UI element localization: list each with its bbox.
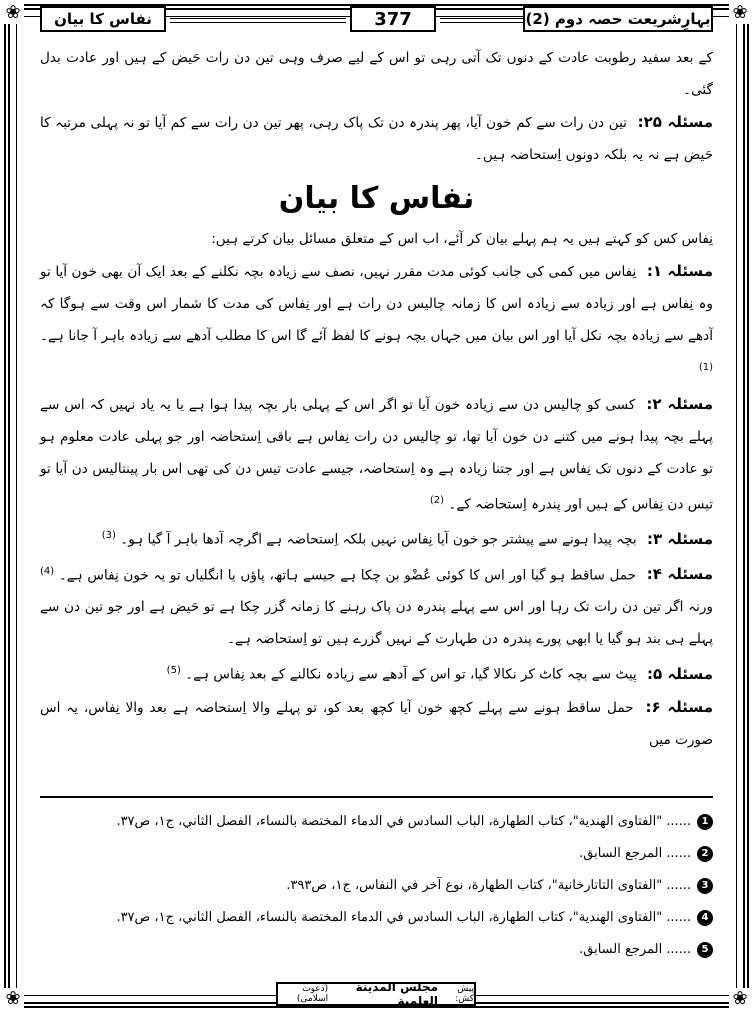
footnote-separator <box>40 796 713 798</box>
footnote-ref[interactable]: (2) <box>429 494 445 506</box>
footnote-ref[interactable]: (4) <box>40 565 55 577</box>
intro-paragraph: کے بعد سفید رطوبت عادت کے دنوں تک آتی رہی تو اس کے لیے صرف وہی تین دن رات حَیض کے ہیں اور عادت بدل گئی۔ <box>40 50 713 98</box>
footnote-number: 3 <box>697 878 713 894</box>
footnote-dots: ...... <box>666 814 691 829</box>
masla-text-continued: ورنہ اگر تین دن رات تک رہا اور اس سے پہلے پندرہ دن پاک رہنے کا زمانہ گزر چکا ہے تو حَیض ہے اور جو تین دن سے پہلے ہی بند ہو گیا یا ابھی پورے پندرہ دن طہارت کے نہیں گزرے ہیں تو اِستحاضہ ہے۔ <box>40 599 713 648</box>
masla-label: مسئلہ ۶: <box>645 697 713 716</box>
corner-ornament-icon: ❀ <box>729 988 751 1010</box>
masla-2 <box>40 388 713 521</box>
corner-ornament-icon: ❀ <box>729 2 751 24</box>
presenter-label: پیش کش: <box>455 984 474 1004</box>
masla-label: مسئلہ ۲۵: <box>637 113 713 131</box>
footnote-dots: ...... <box>666 846 691 861</box>
footnote-item <box>40 870 713 902</box>
page-header <box>22 4 731 34</box>
publisher-name: مجلس المدینة العلمیة <box>355 980 439 1008</box>
footnote-number: 1 <box>697 814 713 830</box>
masla-1 <box>40 255 713 388</box>
masla-text: حمل ساقط ہو گیا اور اس کا کوئی عُضْو بن چکا ہے جیسے ہاتھ، پاؤں یا انگلیاں تو یہ خون نِفاس ہے۔ <box>58 567 637 584</box>
footnote-item <box>40 902 713 934</box>
organization-name: (دعوت اسلامی) <box>296 984 329 1004</box>
publisher-box <box>276 982 476 1006</box>
footnote-item <box>40 838 713 870</box>
masla-text: پیٹ سے بچہ کاٹ کر نکالا گیا، تو اس کے آدھے سے زیادہ نکالنے کے بعد نِفاس ہے۔ <box>185 666 637 683</box>
footnotes <box>40 806 713 966</box>
masla-text: بچہ پیدا ہونے سے پیشتر جو خون آیا نِفاس نہیں بلکہ اِستحاضہ ہے اگرچہ آدھا باہر آ گیا ہو۔ <box>120 531 637 548</box>
section-title: نفاس کا بیان <box>278 181 475 216</box>
footnote-text: المرجع السابق. <box>579 846 663 861</box>
masla-text: حمل ساقط ہونے سے پہلے کچھ خون آیا کچھ بعد کو، تو پہلے والا اِستحاضہ ہے بعد والا نِفاس، یہ اس صورت میں <box>40 699 713 748</box>
book-title: بہارِشریعت حصہ دوم (2) <box>523 6 713 32</box>
footnote-dots: ...... <box>666 910 691 925</box>
footnote-text: المرجع السابق. <box>579 942 663 957</box>
footnote-ref[interactable]: (5) <box>166 665 181 677</box>
footnote-item <box>40 934 713 966</box>
masla-text: تین دن رات سے کم خون آیا، پھر پندرہ دن تک پاک رہی، پھر تین دن رات سے کم آیا تو نہ پہلی مرتبہ کا حَیض ہے نہ یہ بلکہ دونوں اِستحاضہ ہیں۔ <box>40 115 713 163</box>
page-number: 377 <box>350 6 436 32</box>
footnote-dots: ...... <box>666 942 691 957</box>
footnote-text: "الفتاوى التاتارخانية"، كتاب الطهارة، نوع آخر في النفاس، ج١، ص٣٩٣. <box>286 878 663 893</box>
masla-label: مسئلہ ۱: <box>646 262 713 280</box>
masla-3 <box>40 520 713 556</box>
footnote-text: "الفتاوى الهندية"، كتاب الطهارة، الباب السادس في الدماء المختصة بالنساء، الفصل الثاني، ج١، ص٣٧. <box>116 910 663 925</box>
section-intro: نِفاس کس کو کہتے ہیں یہ ہم پہلے بیان کر آئے، اب اس کے متعلق مسائل بیان کرتے ہیں: <box>211 231 713 247</box>
main-text <box>40 42 713 756</box>
masla-label: مسئلہ ۴: <box>646 565 713 584</box>
footnote-ref[interactable]: (1) <box>698 362 713 373</box>
footnote-number: 4 <box>697 910 713 926</box>
masla-label: مسئلہ ۳: <box>647 529 713 548</box>
masla-4 <box>40 556 713 656</box>
footnote-dots: ...... <box>666 878 691 893</box>
chapter-title: نفاس کا بیان <box>40 6 166 32</box>
footnote-number: 2 <box>697 846 713 862</box>
masla-label: مسئلہ ۲: <box>646 394 713 413</box>
footnote-number: 5 <box>697 942 713 958</box>
masla-5 <box>40 655 713 691</box>
corner-ornament-icon: ❀ <box>2 988 24 1010</box>
masla-label: مسئلہ ۵: <box>647 664 713 683</box>
header-rule <box>170 18 346 23</box>
page-footer <box>22 982 731 1008</box>
masla-text: نِفاس میں کمی کی جانب کوئی مدت مقرر نہیں، نصف سے زیادہ بچہ نکلنے کے بعد ایک آن بھی خون آیا تو وہ نِفاس ہے اور زیادہ سے زیادہ اس کا زمانہ چالیس دن رات ہے اور نِفاس کی مدت کا شمار اس وقت سے ہوگا کہ آدھے سے زیادہ بچہ نکل آیا اور اس بیان میں جہاں بچہ ہونے کا لفظ آئے گا اس کا مطلب آدھے سے زیادہ باہر آ جانا ہے۔ <box>40 264 713 344</box>
footnote-ref[interactable]: (3) <box>101 530 116 542</box>
masla-25 <box>40 106 713 171</box>
footnote-item <box>40 806 713 838</box>
footnote-text: "الفتاوى الهندية"، كتاب الطهارة، الباب السادس في الدماء المختصة بالنساء، الفصل الثاني، ج١، ص٣٧. <box>116 814 663 829</box>
masla-6 <box>40 691 713 756</box>
masla-text: کسی کو چالیس دن سے زیادہ خون آیا تو اگر اس کے پہلی بار بچہ پیدا ہوا ہے یا یہ یاد نہیں کہ اس سے پہلے بچہ پیدا ہونے میں کتنے دن خون آیا تھا، تو چالیس دن رات نِفاس ہے باقی اِستحاضہ اور جو پہلی عادت معلوم ہو تو عادت کے دنوں تک نِفاس ہے اور جتنا زیادہ ہے وہ اِستحاضہ، جیسے عادت تیس دن کی تھی اس بار پینتالیس دن آیا تو تیس دن نِفاس کے ہیں اور پندرہ اِستحاضہ کے۔ <box>40 396 713 513</box>
corner-ornament-icon: ❀ <box>2 2 24 24</box>
